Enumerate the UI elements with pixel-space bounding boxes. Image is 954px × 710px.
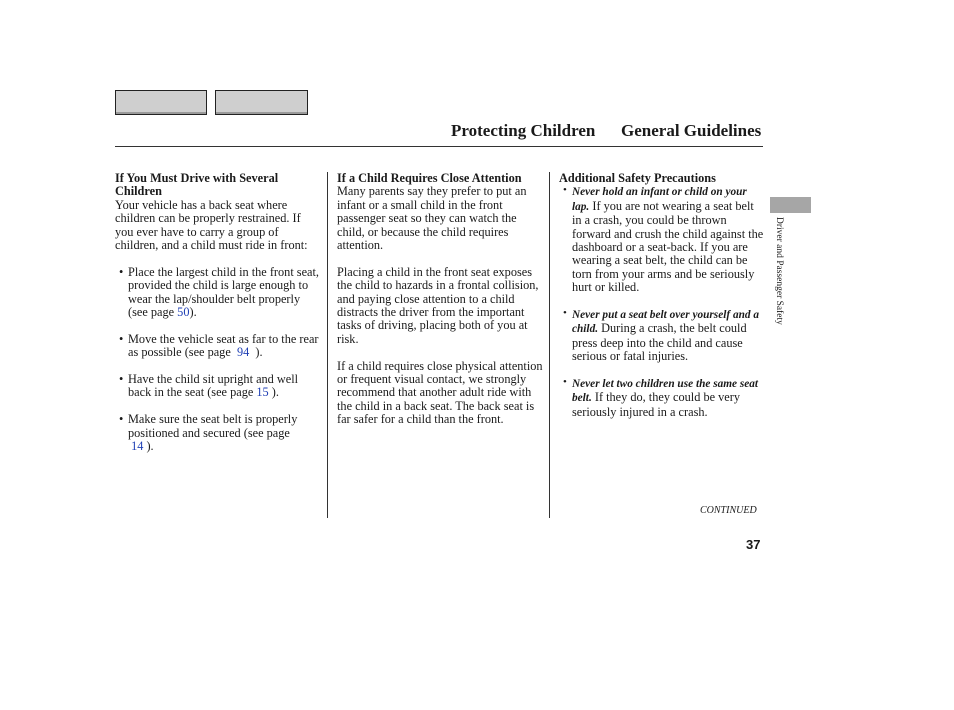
bullet-icon: • bbox=[119, 331, 124, 346]
bullet-text: Place the largest child in the front seat, provided the child is large enough to wear the lap/shoulder belt properly (see page bbox=[128, 264, 319, 320]
bullet-icon: • bbox=[119, 372, 124, 387]
warning-text: If you are not wearing a seat belt in a crash, you could be thrown forward and crush the child against the dashboard or a seat-back. If you are wearing a seat belt, the child can be torn from your arms and be seriously hurt or killed. bbox=[572, 198, 764, 295]
page-link[interactable]: 50 bbox=[177, 305, 190, 320]
column-divider bbox=[549, 172, 550, 518]
bullet-icon: • bbox=[119, 412, 124, 427]
bullet-tail: ). bbox=[189, 305, 197, 320]
warning-lead: Never let two children use the same seat belt. bbox=[572, 378, 759, 405]
header-rule bbox=[115, 146, 763, 147]
bullet-icon: • bbox=[563, 307, 567, 320]
list-item bbox=[115, 266, 320, 320]
warning-text: During a crash, the belt could press deep into the child and cause serious or fatal injuries. bbox=[572, 321, 747, 364]
list-item bbox=[559, 377, 764, 419]
bullet-text: Make sure the seat belt is properly positioned and secured (see page bbox=[128, 412, 298, 440]
page-link[interactable]: 94 bbox=[236, 345, 250, 360]
warning-lead: Never hold an infant or child on your lap. bbox=[572, 186, 747, 213]
col2-heading: If a Child Requires Close Attention bbox=[337, 171, 522, 185]
warning-lead: Never put a seat belt over yourself and a child. bbox=[572, 309, 759, 336]
col1-intro: Your vehicle has a back seat where children can be properly restrained. If you ever have to carry a group of children, and a child must ride in front: bbox=[115, 197, 308, 253]
col2-paragraph-1: Many parents say they prefer to put an infant or a small child in the front passenger seat so they can watch the child, or because the child requires attention. bbox=[337, 184, 527, 253]
bullet-icon: • bbox=[119, 264, 124, 279]
bullet-icon: • bbox=[563, 184, 567, 197]
warning-text: If they do, they could be very seriously injured in a crash. bbox=[572, 390, 740, 419]
page-link[interactable]: 14 bbox=[131, 439, 144, 454]
page-title: General Guidelines bbox=[621, 121, 762, 140]
list-item bbox=[115, 333, 320, 360]
continued-label: CONTINUED bbox=[700, 505, 757, 516]
nav-button-previous[interactable] bbox=[115, 90, 207, 115]
list-item bbox=[115, 413, 320, 453]
column-safety-precautions bbox=[559, 172, 764, 419]
col3-heading: Additional Safety Precautions bbox=[559, 171, 716, 185]
page-link[interactable]: 15 bbox=[256, 385, 269, 400]
bullet-tail: ). bbox=[146, 439, 154, 454]
bullet-tail: ). bbox=[255, 345, 263, 360]
column-divider bbox=[327, 172, 328, 518]
col1-heading: If You Must Drive with Several Children bbox=[115, 171, 279, 199]
bullet-tail: ). bbox=[271, 385, 279, 400]
bullet-text: Move the vehicle seat as far to the rear as possible (see page bbox=[128, 331, 319, 360]
page-number: 37 bbox=[746, 537, 761, 552]
column-several-children bbox=[115, 172, 320, 453]
section-tab-label: Driver and Passenger Safety bbox=[774, 217, 784, 325]
section-tab[interactable] bbox=[770, 197, 811, 213]
list-item bbox=[559, 185, 764, 294]
section-title: Protecting Children bbox=[451, 121, 596, 140]
column-close-attention bbox=[337, 172, 543, 427]
bullet-icon: • bbox=[563, 376, 567, 389]
list-item bbox=[115, 373, 320, 400]
bullet-text: Have the child sit upright and well back in the seat (see page bbox=[128, 372, 299, 400]
col2-paragraph-2: Placing a child in the front seat exposes the child to hazards in a frontal collision, and paying close attention to a child distracts the driver from the important tasks of driving, placing both of you at risk. bbox=[337, 264, 539, 346]
list-item bbox=[559, 308, 764, 364]
col2-paragraph-3: If a child requires close physical attention or frequent visual contact, we strongly recommend that another adult ride with the child in a back seat. The back seat is far safer for a child than the front. bbox=[337, 358, 543, 427]
nav-button-next[interactable] bbox=[215, 90, 308, 115]
